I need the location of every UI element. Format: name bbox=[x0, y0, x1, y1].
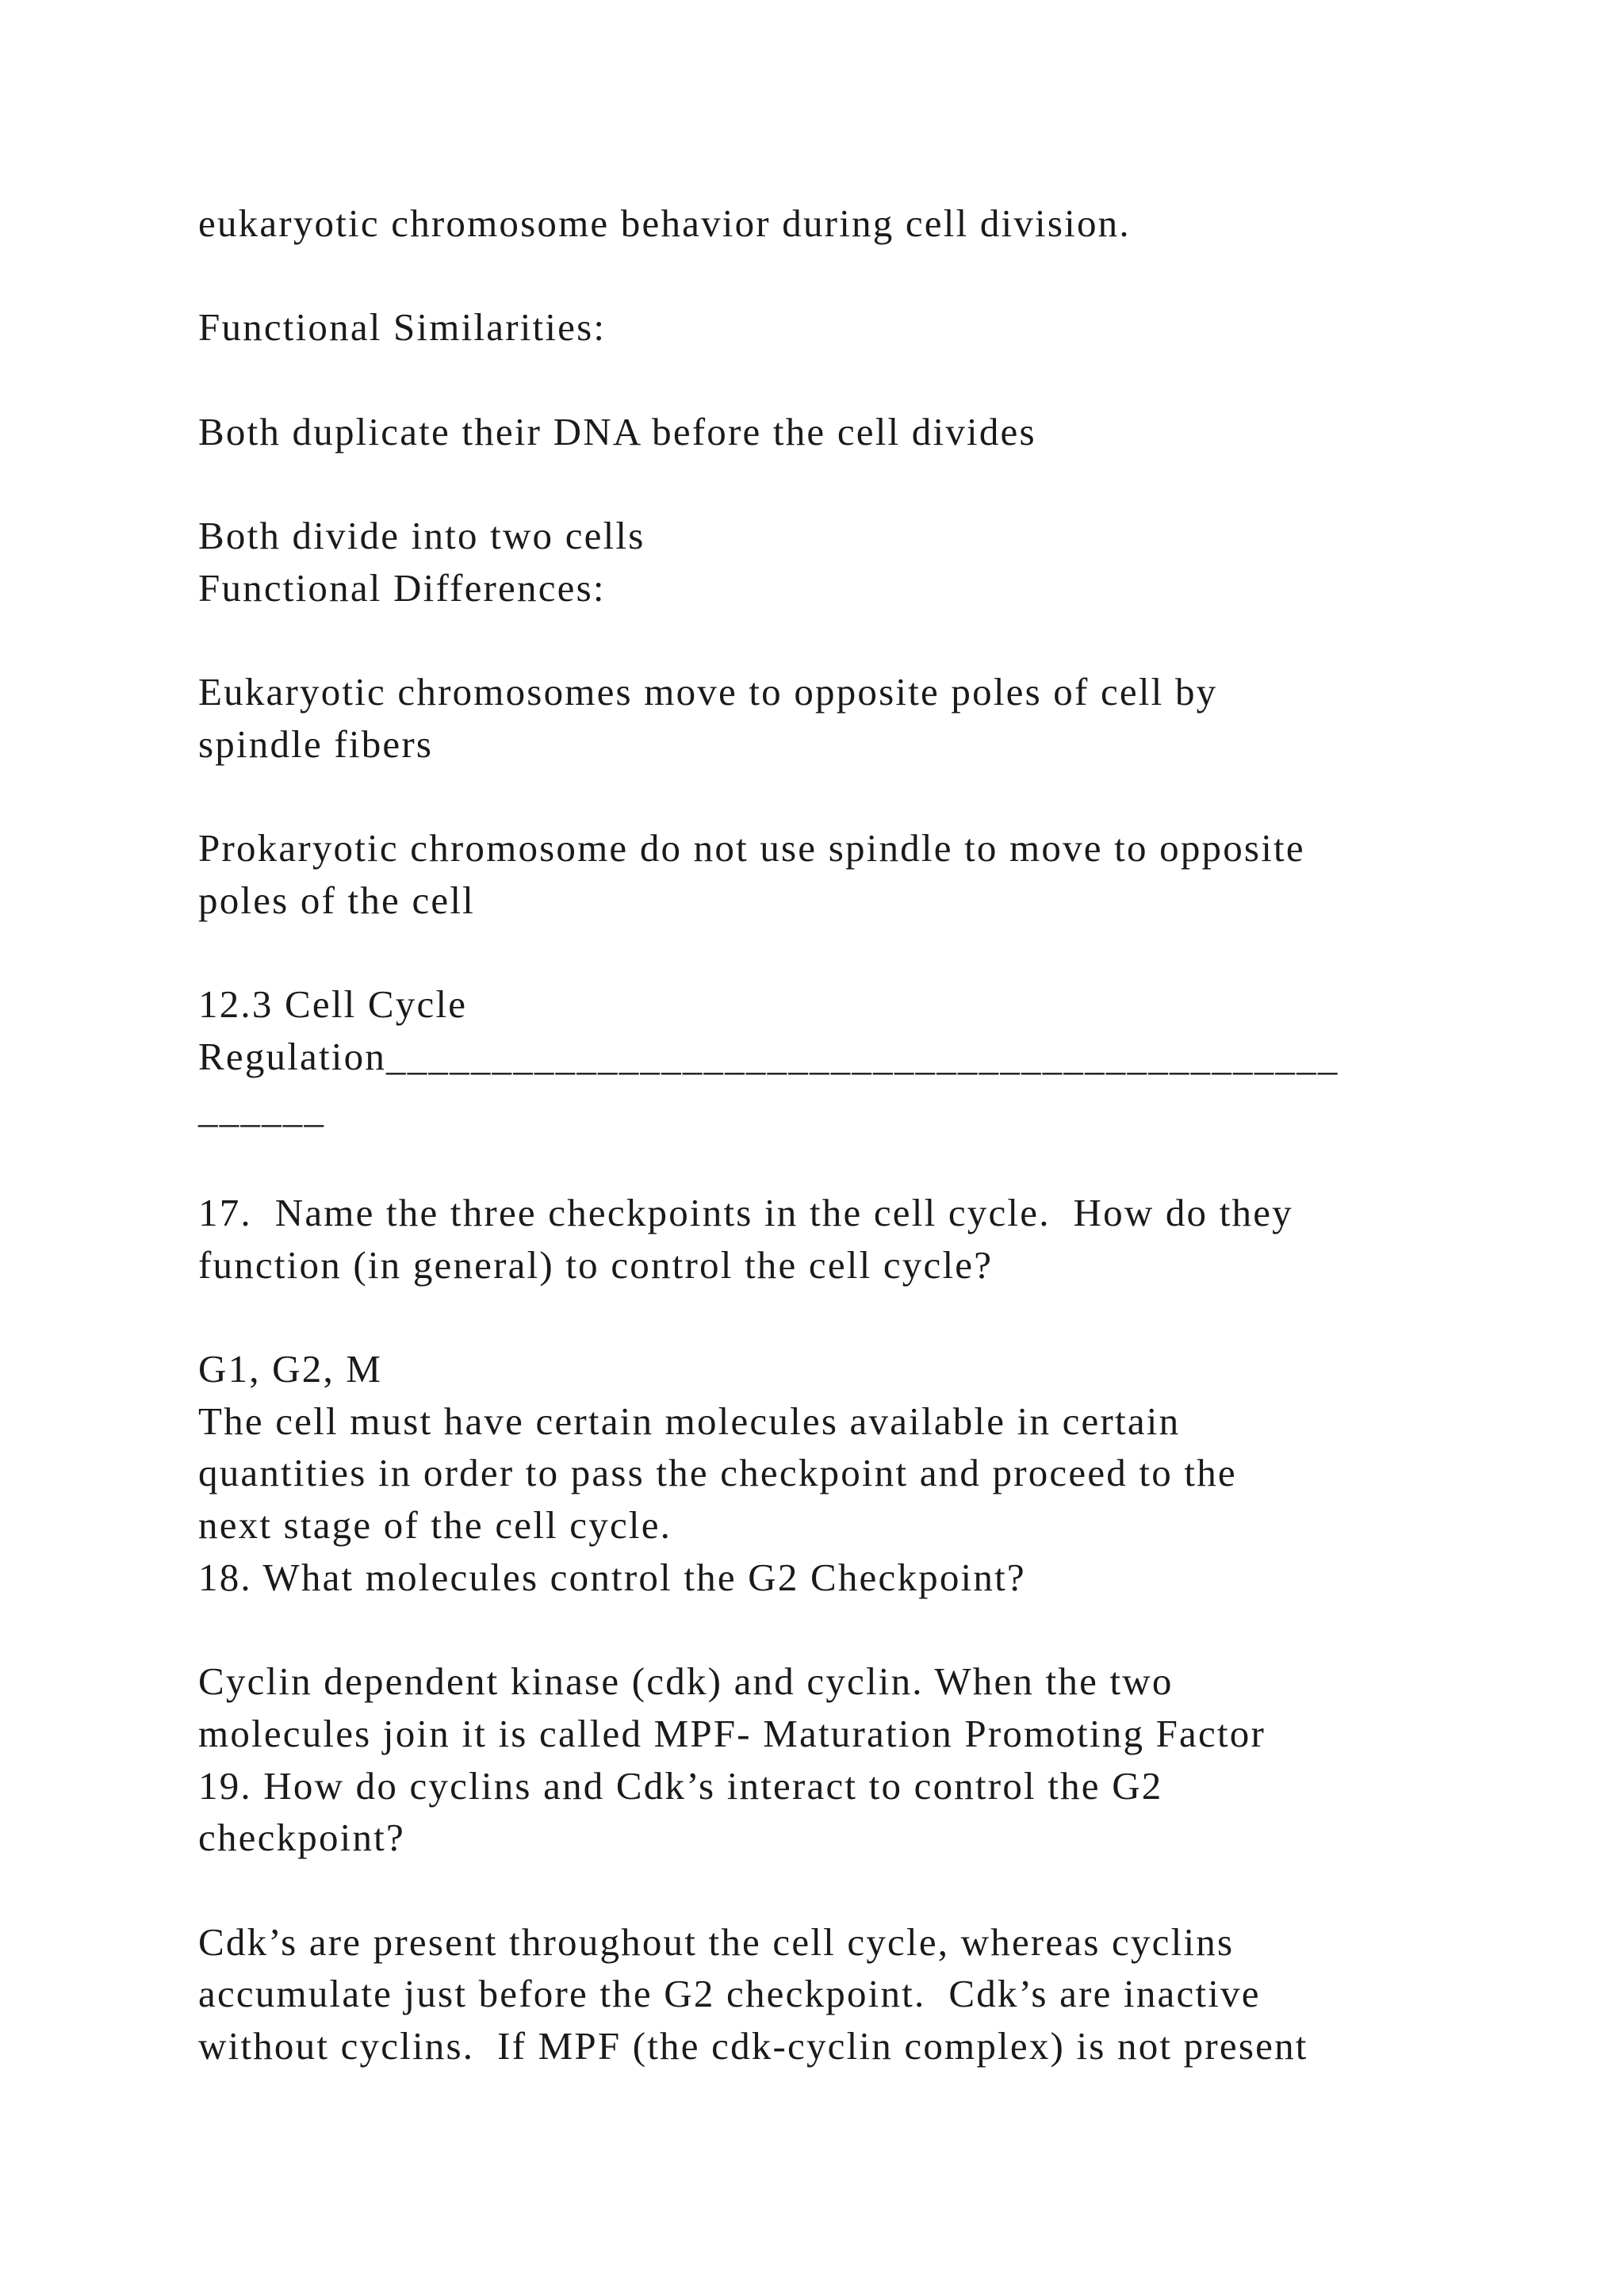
text-line: spindle fibers bbox=[198, 722, 434, 766]
answer-19: Cdk’s are present throughout the cell cycle, whereas cyclins bbox=[198, 1920, 1235, 1964]
answer-18: molecules join it is called MPF- Maturation Promoting Factor bbox=[198, 1712, 1266, 1755]
answer-17: quantities in order to pass the checkpoint and proceed to the bbox=[198, 1451, 1237, 1494]
answer-17: next stage of the cell cycle. bbox=[198, 1503, 672, 1547]
section-heading-cell-cycle: 12.3 Cell Cycle bbox=[198, 982, 468, 1026]
answer-17: G1, G2, M bbox=[198, 1347, 383, 1391]
text-line: eukaryotic chromosome behavior during cell division. bbox=[198, 201, 1131, 245]
text-line: Both divide into two cells bbox=[198, 514, 645, 557]
text-line: poles of the cell bbox=[198, 878, 475, 922]
answer-19: without cyclins. If MPF (the cdk-cyclin complex) is not present bbox=[198, 2024, 1308, 2068]
section-heading-differences: Functional Differences: bbox=[198, 566, 606, 610]
answer-19: accumulate just before the G2 checkpoint. Cdk’s are inactive bbox=[198, 1972, 1261, 2015]
question-17: 17. Name the three checkpoints in the cell cycle. How do they bbox=[198, 1191, 1293, 1234]
text-line: ______ bbox=[198, 1087, 326, 1131]
answer-17: The cell must have certain molecules available in certain bbox=[198, 1399, 1181, 1443]
text-line: Eukaryotic chromosomes move to opposite poles of cell by bbox=[198, 670, 1218, 714]
question-18: 18. What molecules control the G2 Checkpoint? bbox=[198, 1556, 1026, 1599]
question-19-cont: checkpoint? bbox=[198, 1816, 405, 1859]
question-17-cont: function (in general) to control the cell cycle? bbox=[198, 1243, 994, 1287]
text-line: Both duplicate their DNA before the cell divides bbox=[198, 410, 1036, 453]
answer-18: Cyclin dependent kinase (cdk) and cyclin. When the two bbox=[198, 1659, 1174, 1703]
question-19: 19. How do cyclins and Cdk’s interact to control the G2 bbox=[198, 1764, 1163, 1808]
section-heading-similarities: Functional Similarities: bbox=[198, 305, 607, 349]
text-line: Prokaryotic chromosome do not use spindle to move to opposite bbox=[198, 826, 1305, 870]
text-line: Regulation_____________________________________________ bbox=[198, 1035, 1339, 1078]
